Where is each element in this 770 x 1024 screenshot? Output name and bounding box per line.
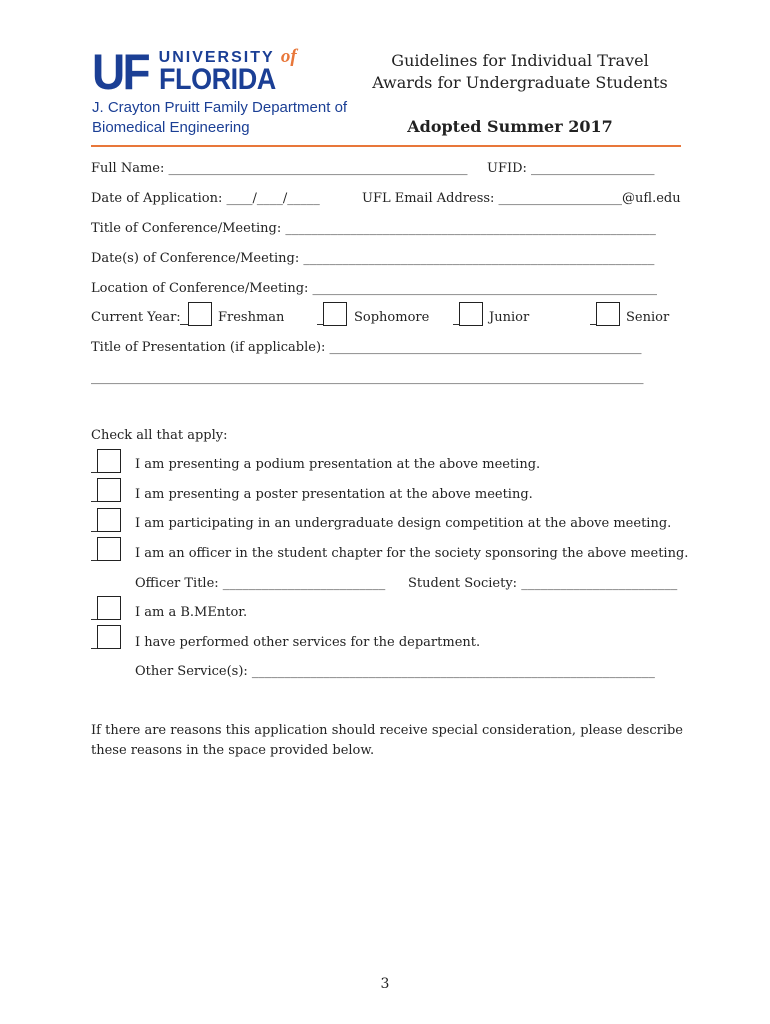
senior-checkbox[interactable] (596, 302, 620, 326)
florida-wordmark: FLORIDA (158, 63, 276, 96)
header-divider (91, 145, 681, 147)
student-society-field[interactable]: Student Society: ________________________ (408, 576, 678, 591)
other-services-checkbox[interactable] (97, 625, 121, 649)
officer-title-field[interactable]: Officer Title: _________________________ (135, 576, 386, 591)
junior-checkbox[interactable] (459, 302, 483, 326)
date-email-row (91, 190, 681, 208)
design-competition-checkbox[interactable] (97, 508, 121, 532)
freshman-label: Freshman (218, 310, 285, 325)
bmentor-item: I am a B.MEntor. (135, 605, 248, 620)
poster-item: I am presenting a poster presentation at the above meeting. (135, 487, 533, 502)
conference-title-field[interactable]: Title of Conference/Meeting: _________________________________________________________ (91, 221, 656, 236)
sophomore-checkbox[interactable] (323, 302, 347, 326)
conference-dates-field[interactable]: Date(s) of Conference/Meeting: ______________________________________________________ (91, 251, 655, 266)
other-services-field[interactable]: Other Service(s): ______________________________________________________________ (135, 664, 655, 679)
officer-item: I am an officer in the student chapter for the society sponsoring the above meeting. (135, 546, 689, 561)
full-name-row (91, 160, 681, 178)
email-field[interactable]: UFL Email Address: ___________________@ufl.edu (362, 191, 681, 206)
uf-monogram: UF (92, 44, 148, 100)
conference-location-field[interactable]: Location of Conference/Meeting: _____________________________________________________ (91, 281, 658, 296)
presentation-title-line2[interactable]: _____________________________________________________________________________________ (91, 370, 644, 385)
uf-logo (92, 44, 354, 138)
sophomore-label: Sophomore (354, 310, 430, 325)
special-consideration-text: If there are reasons this application should receive special consideration, please describe these reasons in the space provided below. (91, 723, 683, 758)
podium-checkbox[interactable] (97, 449, 121, 473)
university-wordmark: UNIVERSITY of (158, 46, 297, 67)
current-year-label: Current Year: (91, 310, 181, 325)
ufid-field[interactable]: UFID: ___________________ (487, 161, 655, 176)
freshman-checkbox[interactable] (188, 302, 212, 326)
officer-checkbox[interactable] (97, 537, 121, 561)
design-competition-item: I am participating in an undergraduate design competition at the above meeting. (135, 516, 672, 531)
junior-label: Junior (489, 310, 530, 325)
full-name-field[interactable]: Full Name: ______________________________________________ (91, 161, 468, 176)
adopted-date: Adopted Summer 2017 (407, 117, 613, 136)
checklist-heading: Check all that apply: (91, 428, 228, 443)
poster-checkbox[interactable] (97, 478, 121, 502)
podium-item: I am presenting a podium presentation at the above meeting. (135, 457, 541, 472)
department-name: J. Crayton Pruitt Family Department of Biomedical Engineering (92, 99, 348, 136)
page-number: 3 (380, 976, 390, 992)
document-title: Guidelines for Individual Travel Awards for Undergraduate Students (372, 51, 668, 92)
senior-label: Senior (626, 310, 670, 325)
presentation-title-field[interactable]: Title of Presentation (if applicable): ________________________________________________ (91, 340, 642, 355)
date-of-application-field[interactable]: Date of Application: ____/____/_____ (91, 191, 320, 206)
other-services-item: I have performed other services for the department. (135, 635, 481, 650)
bmentor-checkbox[interactable] (97, 596, 121, 620)
